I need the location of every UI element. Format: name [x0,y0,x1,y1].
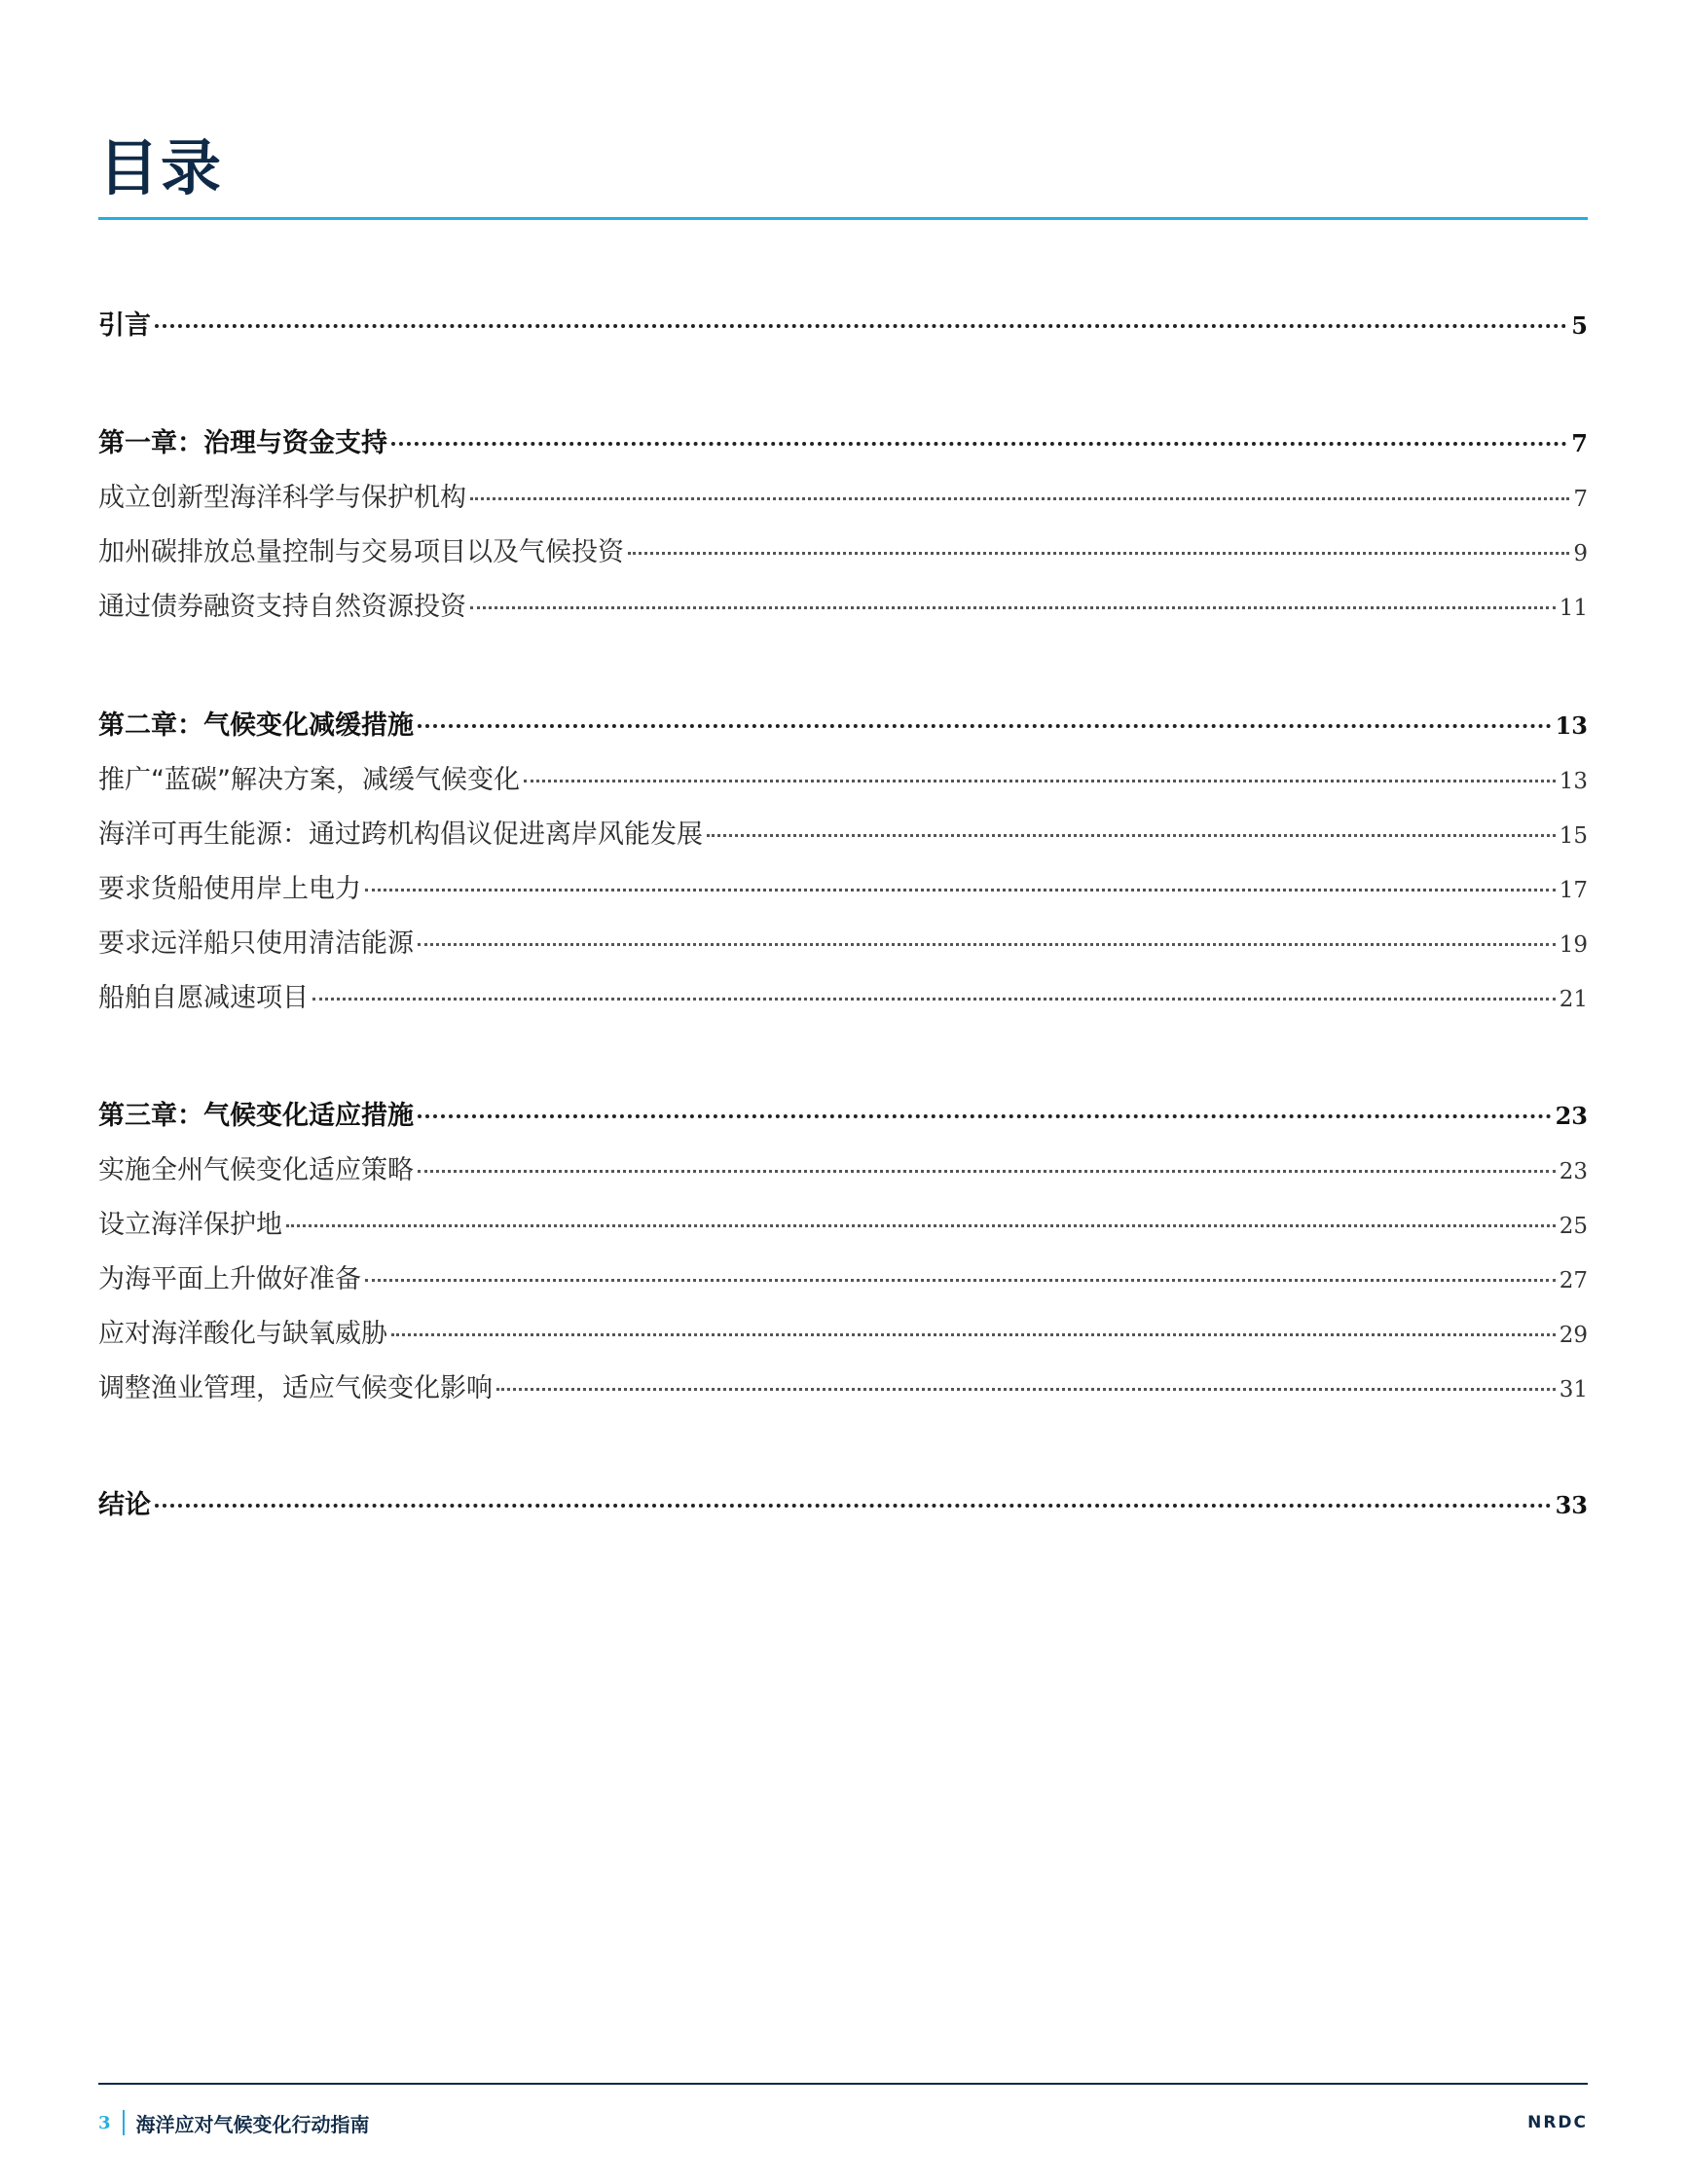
toc-page-number: 21 [1559,987,1588,1012]
toc-page-number: 7 [1571,429,1588,457]
toc-label: 要求货船使用岸上电力 [98,874,361,904]
toc-page-number: 19 [1559,932,1588,958]
toc-label: 引言 [98,310,151,341]
toc-label: 调整渔业管理，适应气候变化影响 [98,1373,493,1403]
toc-label: 实施全州气候变化适应策略 [98,1155,414,1185]
toc-leader-dots [312,998,1556,1001]
footer-brand-logo: NRDC [1527,2113,1588,2132]
toc-entry-chapter-3[interactable] [98,1094,1588,1133]
toc-page-number: 11 [1559,596,1588,621]
toc-label: 第二章：气候变化减缓措施 [98,710,414,741]
toc-page-number: 33 [1555,1491,1588,1519]
toc-label: 第三章：气候变化适应措施 [98,1101,414,1131]
footer-separator [123,2110,125,2135]
toc-leader-dots [155,1504,1552,1508]
toc-leader-dots [418,1114,1552,1118]
toc-label: 应对海洋酸化与缺氧威胁 [98,1319,387,1349]
toc-label: 要求远洋船只使用清洁能源 [98,928,414,959]
toc-page-number: 9 [1573,541,1588,566]
toc-label: 结论 [98,1490,151,1520]
toc-label: 海洋可再生能源：通过跨机构倡议促进离岸风能发展 [98,819,703,850]
toc-entry-section[interactable] [98,976,1588,1015]
toc-entry-section[interactable] [98,476,1588,515]
toc-entry-chapter-1[interactable] [98,421,1588,460]
toc-entry-section[interactable] [98,813,1588,852]
footer-left [98,2108,370,2137]
toc-entry-section[interactable] [98,1257,1588,1296]
toc-page-number: 25 [1559,1214,1588,1239]
toc-leader-dots [418,943,1556,946]
toc-page-number: 31 [1559,1377,1588,1402]
toc-label: 为海平面上升做好准备 [98,1264,361,1294]
toc-leader-dots [418,1170,1556,1173]
toc-leader-dots [286,1224,1556,1227]
toc-leader-dots [470,606,1556,609]
toc-leader-dots [391,1333,1556,1336]
toc-entry-conclusion[interactable] [98,1483,1588,1522]
toc-entry-section[interactable] [98,1312,1588,1351]
toc-page-number: 15 [1559,823,1588,849]
toc-page-number: 13 [1559,769,1588,794]
toc-entry-chapter-2[interactable] [98,704,1588,743]
toc-page-number: 17 [1559,878,1588,903]
toc-leader-dots [496,1388,1556,1391]
toc-label: 推广“蓝碳”解决方案，减缓气候变化 [98,765,520,795]
toc-entry-section[interactable] [98,758,1588,797]
toc-entry-section[interactable] [98,1203,1588,1242]
toc-entry-section[interactable] [98,585,1588,624]
footer-page-number: 3 [98,2112,111,2133]
toc-leader-dots [391,442,1567,446]
toc-leader-dots [524,780,1556,783]
toc-leader-dots [365,1279,1556,1282]
title-divider [98,217,1588,220]
toc-page-number: 23 [1555,1102,1588,1130]
toc-entry-section[interactable] [98,867,1588,906]
toc-page-number: 5 [1571,311,1588,340]
toc-label: 设立海洋保护地 [98,1210,282,1240]
toc-label: 加州碳排放总量控制与交易项目以及气候投资 [98,537,624,567]
toc-page-number: 29 [1559,1323,1588,1348]
toc-leader-dots [707,834,1556,837]
toc-label: 成立创新型海洋科学与保护机构 [98,483,466,513]
toc-page-number: 13 [1555,711,1588,740]
toc-leader-dots [155,324,1567,328]
toc-page-number: 7 [1573,487,1588,512]
footer-divider [98,2083,1588,2085]
toc-label: 第一章：治理与资金支持 [98,428,387,458]
page-title: 目录 [98,132,224,203]
toc-page-number: 23 [1559,1159,1588,1184]
footer-doc-title: 海洋应对气候变化行动指南 [135,2112,370,2136]
toc-label: 船舶自愿减速项目 [98,983,309,1013]
toc-entry-section[interactable] [98,1148,1588,1187]
toc-entry-section[interactable] [98,1366,1588,1405]
toc-leader-dots [365,889,1556,892]
toc-entry-section[interactable] [98,530,1588,569]
toc-label: 通过债券融资支持自然资源投资 [98,592,466,622]
toc-leader-dots [628,552,1569,555]
toc-entry-intro[interactable] [98,304,1588,343]
toc-leader-dots [418,724,1552,728]
toc-page-number: 27 [1559,1268,1588,1293]
toc-entry-section[interactable] [98,922,1588,961]
toc-leader-dots [470,497,1569,500]
